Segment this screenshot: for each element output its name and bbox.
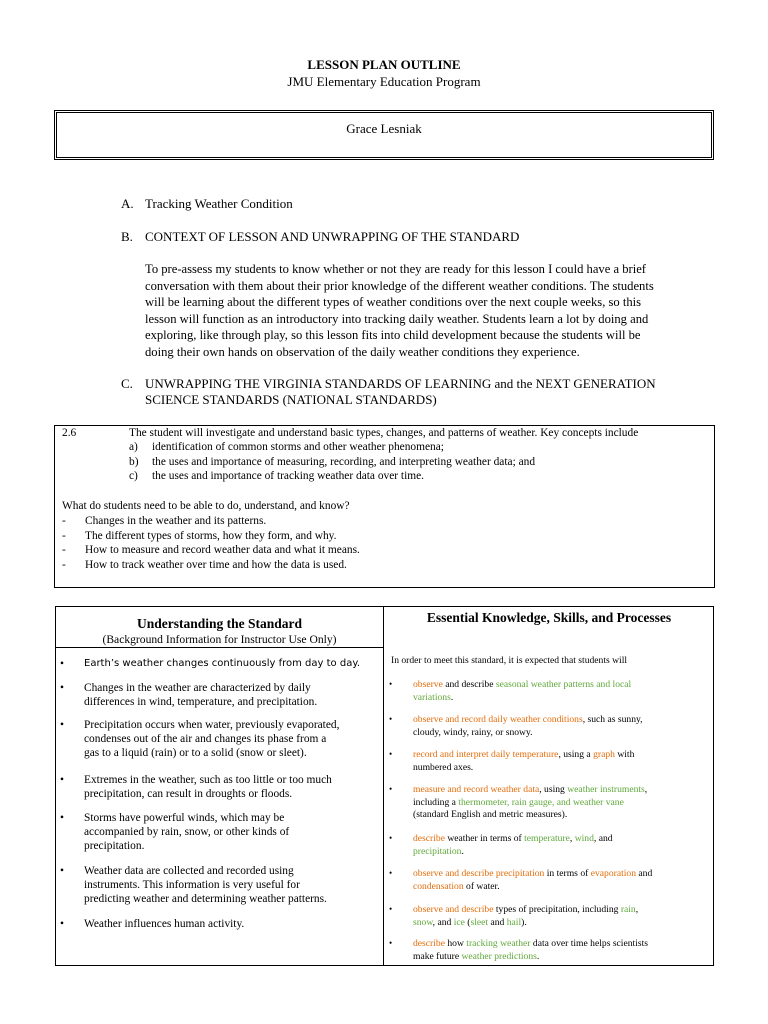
understanding-heading: Understanding the Standard (136, 616, 303, 631)
bullet-icon: • (389, 938, 393, 948)
header-divider (56, 647, 383, 648)
keyword-term: condensation (413, 880, 464, 892)
page-title: LESSON PLAN OUTLINE (307, 57, 461, 72)
concept-text: the uses and importance of tracking weather data over time. (152, 470, 425, 482)
item-line: Extremes in the weather, such as too little or too much (84, 774, 332, 786)
bullet-icon: • (60, 658, 64, 670)
item-text: , (569, 833, 575, 844)
item-line: differences in wind, temperature, and precipitation. (84, 696, 318, 709)
knowledge-intro: In order to meet this standard, it is expected that students will (391, 655, 628, 666)
item-text: , and (593, 833, 613, 844)
keyword-term: variations (413, 691, 451, 703)
keyword-term: rain (620, 904, 636, 915)
understanding-subheading: (Background Information for Instructor Use Only) (102, 633, 337, 646)
keyword-term: thermometer, rain gauge, and weather vane (458, 796, 624, 808)
column-divider (383, 607, 384, 965)
item-line: condenses out of the air and changes its phase from a (84, 733, 327, 746)
keyword-term: snow (413, 916, 433, 928)
needs-item: How to track weather over time and how the data is used. (85, 559, 347, 571)
item-text: , such as sunny, (582, 714, 643, 725)
keyword-verb: observe and describe precipitation (413, 868, 545, 879)
item-line: Changes in the weather are characterized by daily (84, 682, 311, 694)
bullet-icon: • (60, 865, 64, 877)
needs-item: Changes in the weather and its patterns. (85, 515, 267, 527)
item-text: including a (413, 796, 459, 808)
needs-dash: - (62, 544, 66, 556)
item-text: ). (521, 916, 527, 928)
section-c-label: C. (121, 376, 133, 391)
item-text: weather in terms of (444, 833, 525, 844)
concept-text: identification of common storms and other weather phenomena; (152, 441, 444, 453)
needs-dash: - (62, 559, 66, 571)
item-text: , and (432, 916, 454, 928)
bullet-icon: • (389, 749, 393, 759)
paragraph-line: will be learning about the different types of weather conditions over the next couple weeks, so this (145, 295, 642, 309)
bullet-icon: • (389, 679, 393, 689)
item-text: , using (539, 784, 568, 795)
item-text: and (636, 868, 653, 879)
keyword-verb: observe and record daily weather conditions (413, 714, 583, 725)
item-line: Storms have powerful winds, which may be (84, 812, 285, 824)
keyword-term: ice (453, 916, 465, 928)
section-a-label: A. (121, 196, 134, 211)
keyword-term: temperature (524, 833, 570, 844)
keyword-term: weather predictions (461, 950, 537, 962)
keyword-verb: measure and record weather data (413, 784, 540, 795)
item-line: Weather influences human activity. (84, 918, 245, 930)
keyword-term: seasonal weather patterns and local (495, 679, 632, 690)
bullet-icon: • (60, 918, 64, 930)
bullet-icon: • (60, 812, 64, 824)
keyword-verb: record and interpret daily temperature (413, 749, 559, 760)
keyword-term: wind (574, 833, 594, 844)
section-c-text-line1: UNWRAPPING THE VIRGINIA STANDARDS OF LEARNING and the NEXT GENERATION (145, 376, 656, 391)
section-c-text-line2: SCIENCE STANDARDS (NATIONAL STANDARDS) (145, 392, 437, 407)
standard-box (54, 425, 715, 588)
bullet-icon: • (389, 784, 393, 794)
item-text: . (536, 950, 540, 962)
bullet-icon: • (389, 904, 393, 914)
item-text: ( (464, 916, 471, 928)
item-text: numbered axes. (413, 761, 474, 773)
keyword-term: hail (506, 916, 522, 928)
author-box (54, 110, 714, 160)
item-text: in terms of (544, 868, 591, 879)
concept-label: b) (129, 456, 139, 468)
keyword-term: sleet (470, 916, 489, 928)
program-subtitle: JMU Elementary Education Program (287, 74, 481, 89)
item-text: . (450, 691, 454, 703)
item-line: predicting weather and determining weather patterns. (84, 893, 327, 906)
bullet-icon: • (389, 714, 393, 724)
item-text: make future (413, 950, 462, 962)
item-text: with (614, 749, 635, 760)
keyword-term: precipitation (413, 845, 462, 857)
section-b-label: B. (121, 229, 133, 244)
understanding-header (56, 616, 383, 646)
needs-dash: - (62, 530, 66, 542)
concept-label: c) (129, 470, 138, 482)
keyword-verb: describe (413, 833, 445, 844)
keyword-term: evaporation (590, 868, 637, 879)
item-text: , using a (558, 749, 594, 760)
item-line: instruments. This information is very useful for (84, 879, 300, 892)
item-line: Weather data are collected and recorded using (84, 865, 294, 877)
item-line: Earth’s weather changes continuously from day to day. (84, 658, 360, 669)
keyword-verb: observe and describe (413, 904, 494, 915)
item-text: data over time helps scientists (530, 938, 648, 949)
item-text: , (635, 904, 639, 915)
needs-question: What do students need to be able to do, understand, and know? (62, 500, 350, 512)
bullet-icon: • (60, 719, 64, 731)
keyword-verb: describe (413, 938, 445, 949)
item-text: and describe (442, 679, 496, 690)
bullet-icon: • (60, 774, 64, 786)
item-line: precipitation. (84, 840, 145, 853)
paragraph-line: doing their own hands on observation of the daily weather conditions they experience. (145, 344, 580, 359)
item-text: cloudy, windy, rainy, or snowy. (413, 726, 533, 738)
concept-text: the uses and importance of measuring, recording, and interpreting weather data; and (152, 456, 536, 468)
item-line: accompanied by rain, snow, or other kinds of (84, 826, 290, 839)
item-text: types of precipitation, including (493, 904, 621, 915)
keyword-verb: observe (413, 679, 443, 690)
item-line: precipitation, can result in droughts or floods. (84, 788, 293, 801)
concept-label: a) (129, 441, 138, 453)
keyword-term: weather instruments (567, 784, 645, 795)
paragraph-line: lesson will function as an introductory into tracking daily weather. Students learn a lot by doing and (145, 311, 649, 326)
item-line: gas to a liquid (rain) or to a solid (snow or sleet). (84, 747, 307, 760)
paragraph-line: conversation with them about their prior knowledge of the different weather conditions. The students (145, 278, 654, 293)
needs-dash: - (62, 515, 66, 527)
needs-item: How to measure and record weather data and what it means. (85, 544, 360, 556)
item-text: (standard English and metric measures). (413, 809, 568, 821)
item-text: and (488, 916, 507, 928)
paragraph-line: exploring, like through play, so this lesson fits into child development because the students will be (145, 328, 641, 342)
context-paragraph (145, 261, 705, 360)
keyword-term: graph (593, 749, 615, 760)
standard-code: 2.6 (62, 427, 77, 439)
item-text: of water. (463, 880, 500, 892)
keyword-term: tracking weather (466, 938, 531, 949)
needs-item: The different types of storms, how they form, and why. (85, 530, 337, 542)
bullet-icon: • (60, 682, 64, 694)
section-a-text: Tracking Weather Condition (145, 196, 293, 211)
item-line: Precipitation occurs when water, previously evaporated, (84, 719, 340, 731)
author-name: Grace Lesniak (346, 121, 422, 136)
item-text: how (444, 938, 467, 949)
standards-table (55, 606, 714, 966)
item-text: , (644, 784, 648, 795)
standard-statement: The student will investigate and understand basic types, changes, and patterns of weather. Key concepts include (129, 427, 639, 439)
bullet-icon: • (389, 833, 393, 843)
paragraph-line: To pre-assess my students to know whether or not they are ready for this lesson I could have a brief (145, 262, 646, 276)
section-b-text: CONTEXT OF LESSON AND UNWRAPPING OF THE STANDARD (145, 229, 520, 244)
item-text: . (461, 845, 464, 857)
bullet-icon: • (389, 868, 393, 878)
knowledge-heading: Essential Knowledge, Skills, and Processes (426, 610, 672, 625)
